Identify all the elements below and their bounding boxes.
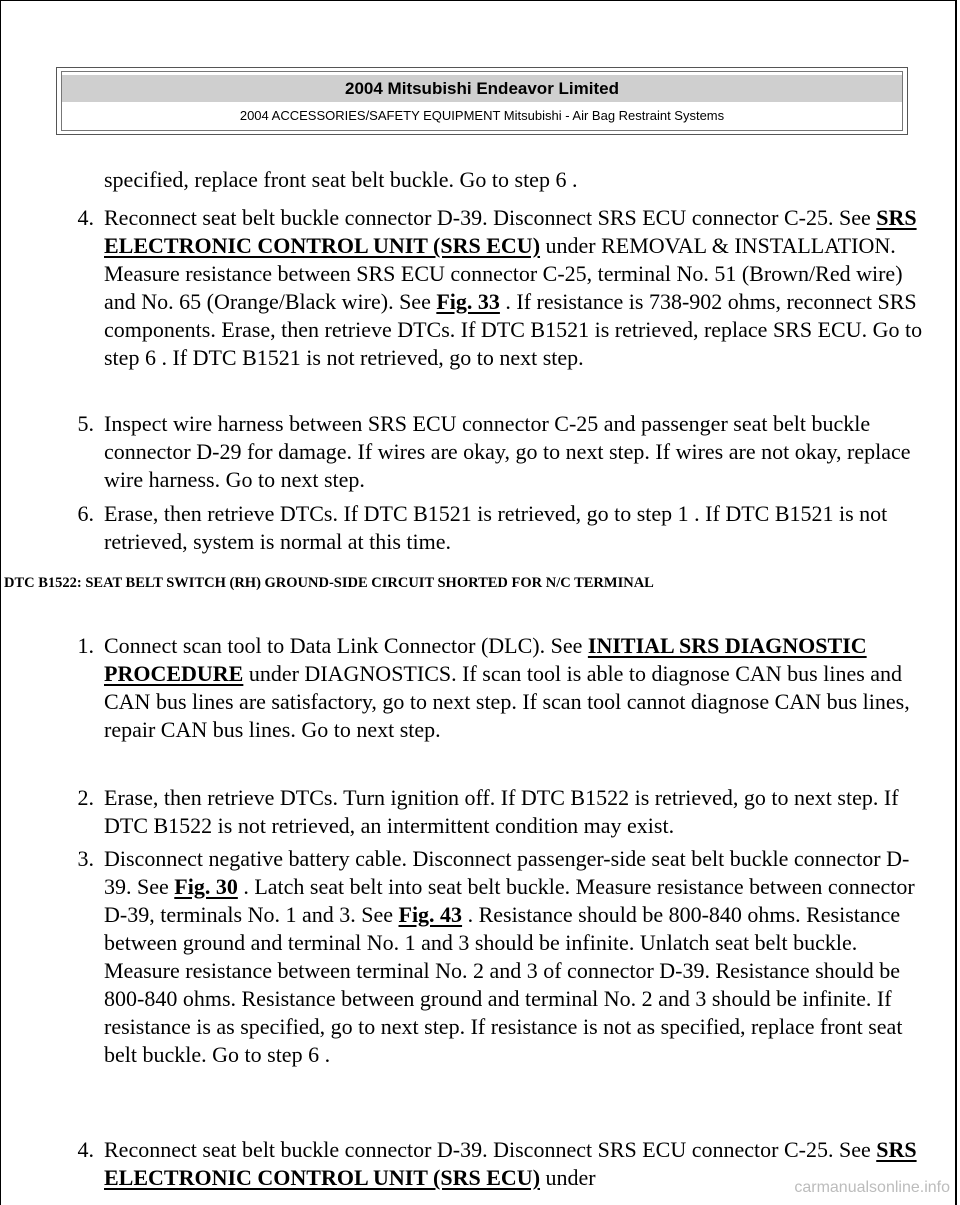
initial-srs-diagnostic-link[interactable]: INITIAL SRS DIAGNOSTIC PROCEDURE xyxy=(104,633,867,686)
continuation-text: specified, replace front seat belt buckle. Go to step 6 . xyxy=(104,167,578,192)
header-inner-frame xyxy=(61,71,903,131)
step-text: Reconnect seat belt buckle connector D-39. Disconnect SRS ECU connector C-25. See xyxy=(104,1137,877,1162)
header-title: 2004 Mitsubishi Endeavor Limited xyxy=(62,75,902,102)
step-number: 1. xyxy=(77,633,94,658)
header-subtitle: 2004 ACCESSORIES/SAFETY EQUIPMENT Mitsubishi - Air Bag Restraint Systems xyxy=(239,108,725,123)
list-item: Erase, then retrieve DTCs. If DTC B1521 is retrieved, go to step 1 . If DTC B1521 is not retrieved, system is normal at this time. xyxy=(104,501,888,554)
list-item xyxy=(104,632,924,744)
step-text: Connect scan tool to Data Link Connector (DLC). See xyxy=(104,633,588,658)
list-item xyxy=(104,845,924,1069)
step-text: . Latch seat belt into seat belt buckle. Measure resistance between connector D-39, terminals No. 1 and 3. See xyxy=(104,874,915,927)
step-number: 2. xyxy=(77,785,94,810)
step-text: . If resistance is 738-902 ohms, reconnect SRS components. Erase, then retrieve DTCs. If DTC B1521 is retrieved, replace SRS ECU. Go to step 6 . If DTC B1521 is not retrieved, go to next step. xyxy=(104,289,923,370)
section-heading: DTC B1522: SEAT BELT SWITCH (RH) GROUND-SIDE CIRCUIT SHORTED FOR N/C TERMINAL xyxy=(4,575,654,591)
fig-30-link[interactable]: Fig. 30 xyxy=(174,874,238,899)
watermark: carmanualsonline.info xyxy=(794,1179,950,1196)
document-header xyxy=(56,67,908,135)
list-item xyxy=(104,204,924,372)
list-item: Inspect wire harness between SRS ECU connector C-25 and passenger seat belt buckle connector D-29 for damage. If wires are okay, go to next step. If wires are not okay, replace wire harness. Go to next step. xyxy=(104,411,911,492)
step-text: . Resistance should be 800-840 ohms. Resistance between ground and terminal No. 1 and 3 should be infinite. Unlatch seat belt buckle. Measure resistance between terminal No. 2 and 3 of connector D-39. Resistance should be 800-840 ohms. Resistance between ground and terminal No. 2 and 3 should be infinite. If resistance is as specified, go to next step. If resistance is not as specified, replace front seat belt buckle. Go to step 6 . xyxy=(104,902,903,1067)
step-text: Reconnect seat belt buckle connector D-39. Disconnect SRS ECU connector C-25. See xyxy=(104,205,877,230)
step-number: 6. xyxy=(77,501,94,526)
step-text: Disconnect negative battery cable. Disconnect passenger-side seat belt buckle connector D-39. See xyxy=(104,846,910,899)
fig-33-link[interactable]: Fig. 33 xyxy=(436,289,500,314)
list-item: Erase, then retrieve DTCs. Turn ignition off. If DTC B1522 is retrieved, go to next step. If DTC B1522 is not retrieved, an intermittent condition may exist. xyxy=(104,785,899,838)
fig-43-link[interactable]: Fig. 43 xyxy=(398,902,463,927)
srs-ecu-link[interactable]: SRS ELECTRONIC CONTROL UNIT (SRS ECU) xyxy=(104,1137,917,1190)
step-text: under REMOVAL & INSTALLATION. Measure resistance between SRS ECU connector C-25, terminal No. 51 (Brown/Red wire) and No. 65 (Orange/Black wire). See xyxy=(104,233,903,314)
step-text: under xyxy=(540,1165,596,1190)
step-number: 4. xyxy=(77,205,94,230)
step-text: under DIAGNOSTICS. If scan tool is able to diagnose CAN bus lines and CAN bus lines are satisfactory, go to next step. If scan tool cannot diagnose CAN bus lines, repair CAN bus lines. Go to next step. xyxy=(104,661,910,742)
step-number: 3. xyxy=(77,846,94,871)
srs-ecu-link[interactable]: SRS ELECTRONIC CONTROL UNIT (SRS ECU) xyxy=(104,205,917,258)
step-number: 4. xyxy=(77,1137,94,1162)
step-number: 5. xyxy=(77,411,94,436)
